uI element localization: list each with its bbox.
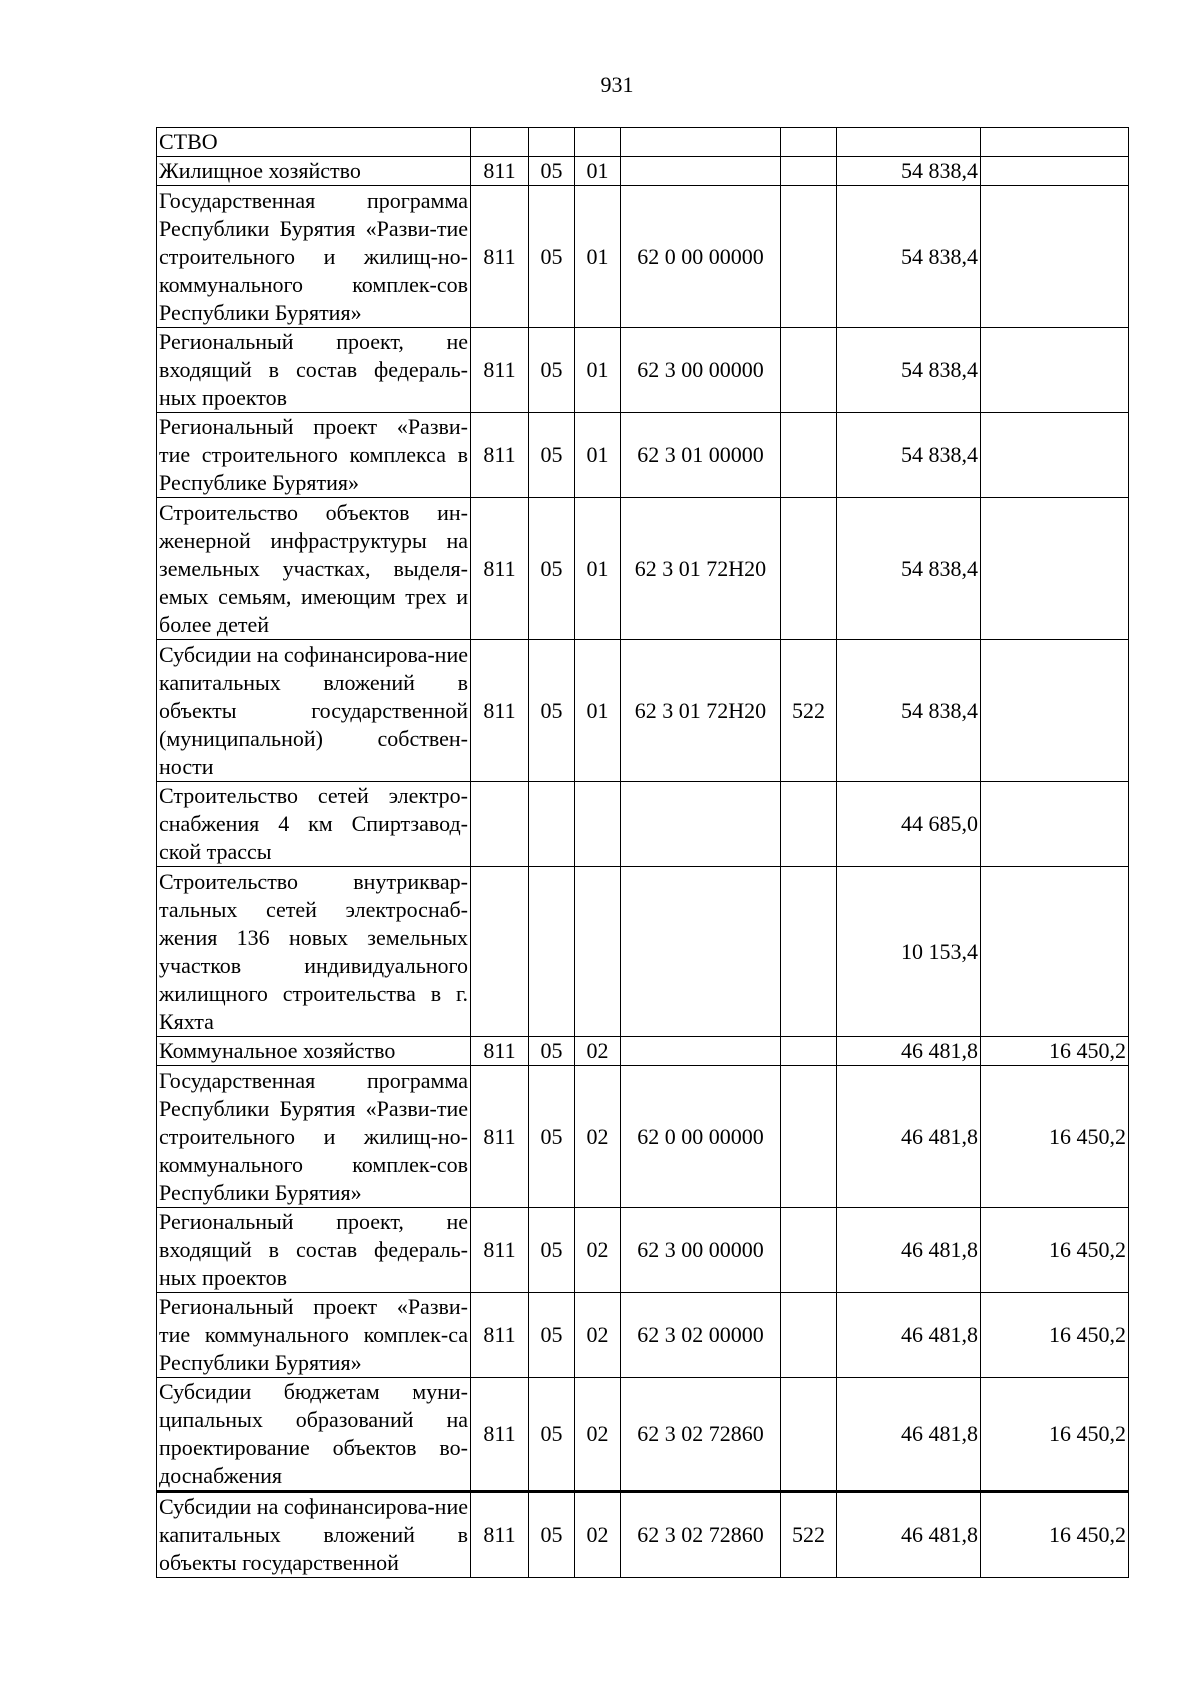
amount-first: 46 481,8	[837, 1066, 981, 1208]
table-row	[157, 413, 1129, 498]
section-code: 05	[529, 1293, 575, 1378]
row-name: Субсидии на софинансирова-ние капитальных вложений в объекты государственной (муниципальной) собствен-ности	[157, 640, 471, 782]
expense-type-code	[781, 498, 837, 640]
target-article-code: 62 0 00 00000	[621, 186, 781, 328]
amount-second	[981, 782, 1129, 867]
target-article-code: 62 3 01 72Н20	[621, 640, 781, 782]
table-row	[157, 1492, 1129, 1578]
row-name: Жилищное хозяйство	[157, 157, 471, 186]
amount-second	[981, 128, 1129, 157]
target-article-code: 62 3 01 72Н20	[621, 498, 781, 640]
ministry-code: 811	[471, 1208, 529, 1293]
section-code: 05	[529, 413, 575, 498]
expense-type-code	[781, 1293, 837, 1378]
subsection-code: 01	[575, 498, 621, 640]
row-name: Государственная программа Республики Бурятия «Разви-тие строительного и жилищ-но-коммунального комплек-сов Республики Бурятия»	[157, 186, 471, 328]
row-name: Строительство внутриквар-тальных сетей электроснаб-жения 136 новых земельных участков индивидуального жилищного строительства в г. Кяхта	[157, 867, 471, 1037]
row-name: Региональный проект, не входящий в состав федераль-ных проектов	[157, 328, 471, 413]
amount-first: 54 838,4	[837, 328, 981, 413]
amount-second	[981, 186, 1129, 328]
subsection-code: 02	[575, 1208, 621, 1293]
ministry-code: 811	[471, 1037, 529, 1066]
amount-first: 46 481,8	[837, 1208, 981, 1293]
ministry-code: 811	[471, 157, 529, 186]
expense-type-code	[781, 186, 837, 328]
target-article-code: 62 3 02 72860	[621, 1492, 781, 1578]
amount-second	[981, 157, 1129, 186]
ministry-code: 811	[471, 186, 529, 328]
ministry-code: 811	[471, 640, 529, 782]
table-row	[157, 1208, 1129, 1293]
subsection-code: 01	[575, 640, 621, 782]
table-row	[157, 1037, 1129, 1066]
target-article-code	[621, 782, 781, 867]
expense-type-code	[781, 1066, 837, 1208]
expense-type-code	[781, 128, 837, 157]
target-article-code: 62 3 00 00000	[621, 1208, 781, 1293]
amount-second: 16 450,2	[981, 1378, 1129, 1492]
amount-first: 54 838,4	[837, 186, 981, 328]
section-code: 05	[529, 1378, 575, 1492]
amount-second: 16 450,2	[981, 1293, 1129, 1378]
section-code: 05	[529, 498, 575, 640]
table-row	[157, 1293, 1129, 1378]
expense-type-code	[781, 1378, 837, 1492]
ministry-code: 811	[471, 1066, 529, 1208]
amount-first: 44 685,0	[837, 782, 981, 867]
ministry-code: 811	[471, 1492, 529, 1578]
ministry-code: 811	[471, 1293, 529, 1378]
subsection-code	[575, 867, 621, 1037]
expense-type-code	[781, 1037, 837, 1066]
target-article-code	[621, 867, 781, 1037]
table-row	[157, 1378, 1129, 1492]
subsection-code	[575, 128, 621, 157]
expense-type-code: 522	[781, 1492, 837, 1578]
ministry-code	[471, 128, 529, 157]
amount-first: 46 481,8	[837, 1378, 981, 1492]
target-article-code	[621, 157, 781, 186]
section-code	[529, 782, 575, 867]
subsection-code: 01	[575, 186, 621, 328]
amount-first: 46 481,8	[837, 1293, 981, 1378]
ministry-code	[471, 782, 529, 867]
expense-type-code	[781, 413, 837, 498]
row-name: Субсидии на софинансирова-ние капитальных вложений в объекты государственной	[157, 1492, 471, 1578]
table-row	[157, 782, 1129, 867]
subsection-code: 02	[575, 1066, 621, 1208]
table-row	[157, 328, 1129, 413]
amount-first: 54 838,4	[837, 413, 981, 498]
row-name: СТВО	[157, 128, 471, 157]
ministry-code: 811	[471, 413, 529, 498]
amount-second: 16 450,2	[981, 1208, 1129, 1293]
subsection-code: 02	[575, 1293, 621, 1378]
section-code: 05	[529, 640, 575, 782]
subsection-code: 01	[575, 328, 621, 413]
row-name: Строительство объектов ин-женерной инфраструктуры на земельных участках, выделя-емых семьям, имеющим трех и более детей	[157, 498, 471, 640]
target-article-code: 62 3 02 00000	[621, 1293, 781, 1378]
amount-second	[981, 413, 1129, 498]
amount-second	[981, 498, 1129, 640]
amount-first: 54 838,4	[837, 498, 981, 640]
section-code: 05	[529, 1492, 575, 1578]
row-name: Строительство сетей электро-снабжения 4 км Спиртзавод-ской трассы	[157, 782, 471, 867]
target-article-code	[621, 1037, 781, 1066]
amount-first: 46 481,8	[837, 1037, 981, 1066]
target-article-code: 62 3 00 00000	[621, 328, 781, 413]
section-code: 05	[529, 186, 575, 328]
amount-second: 16 450,2	[981, 1492, 1129, 1578]
table-row	[157, 186, 1129, 328]
table-row	[157, 867, 1129, 1037]
amount-second	[981, 640, 1129, 782]
section-code: 05	[529, 1066, 575, 1208]
target-article-code: 62 3 02 72860	[621, 1378, 781, 1492]
row-name: Субсидии бюджетам муни-ципальных образований на проектирование объектов во-доснабжения	[157, 1378, 471, 1492]
row-name: Региональный проект «Разви-тие строительного комплекса в Республике Бурятия»	[157, 413, 471, 498]
section-code	[529, 867, 575, 1037]
section-code: 05	[529, 1037, 575, 1066]
section-code: 05	[529, 1208, 575, 1293]
ministry-code: 811	[471, 1378, 529, 1492]
subsection-code: 02	[575, 1378, 621, 1492]
amount-first: 54 838,4	[837, 157, 981, 186]
page-number: 931	[600, 72, 634, 97]
ministry-code	[471, 867, 529, 1037]
row-name: Региональный проект «Разви-тие коммунального комплек-са Республики Бурятия»	[157, 1293, 471, 1378]
subsection-code	[575, 782, 621, 867]
expense-type-code	[781, 1208, 837, 1293]
amount-second	[981, 867, 1129, 1037]
target-article-code	[621, 128, 781, 157]
expense-type-code: 522	[781, 640, 837, 782]
row-name: Государственная программа Республики Бурятия «Разви-тие строительного и жилищ-но-коммунального комплек-сов Республики Бурятия»	[157, 1066, 471, 1208]
amount-first: 54 838,4	[837, 640, 981, 782]
budget-table	[156, 127, 1129, 1578]
ministry-code: 811	[471, 498, 529, 640]
amount-second	[981, 328, 1129, 413]
table-row	[157, 1066, 1129, 1208]
amount-second: 16 450,2	[981, 1066, 1129, 1208]
ministry-code: 811	[471, 328, 529, 413]
table-row	[157, 498, 1129, 640]
target-article-code: 62 3 01 00000	[621, 413, 781, 498]
subsection-code: 01	[575, 157, 621, 186]
section-code: 05	[529, 157, 575, 186]
expense-type-code	[781, 157, 837, 186]
amount-first: 10 153,4	[837, 867, 981, 1037]
subsection-code: 02	[575, 1492, 621, 1578]
row-name: Коммунальное хозяйство	[157, 1037, 471, 1066]
amount-first	[837, 128, 981, 157]
subsection-code: 02	[575, 1037, 621, 1066]
table-row	[157, 128, 1129, 157]
table-row	[157, 157, 1129, 186]
expense-type-code	[781, 782, 837, 867]
subsection-code: 01	[575, 413, 621, 498]
target-article-code: 62 0 00 00000	[621, 1066, 781, 1208]
amount-second: 16 450,2	[981, 1037, 1129, 1066]
table-row	[157, 640, 1129, 782]
amount-first: 46 481,8	[837, 1492, 981, 1578]
expense-type-code	[781, 867, 837, 1037]
section-code: 05	[529, 328, 575, 413]
row-name: Региональный проект, не входящий в состав федераль-ных проектов	[157, 1208, 471, 1293]
expense-type-code	[781, 328, 837, 413]
section-code	[529, 128, 575, 157]
